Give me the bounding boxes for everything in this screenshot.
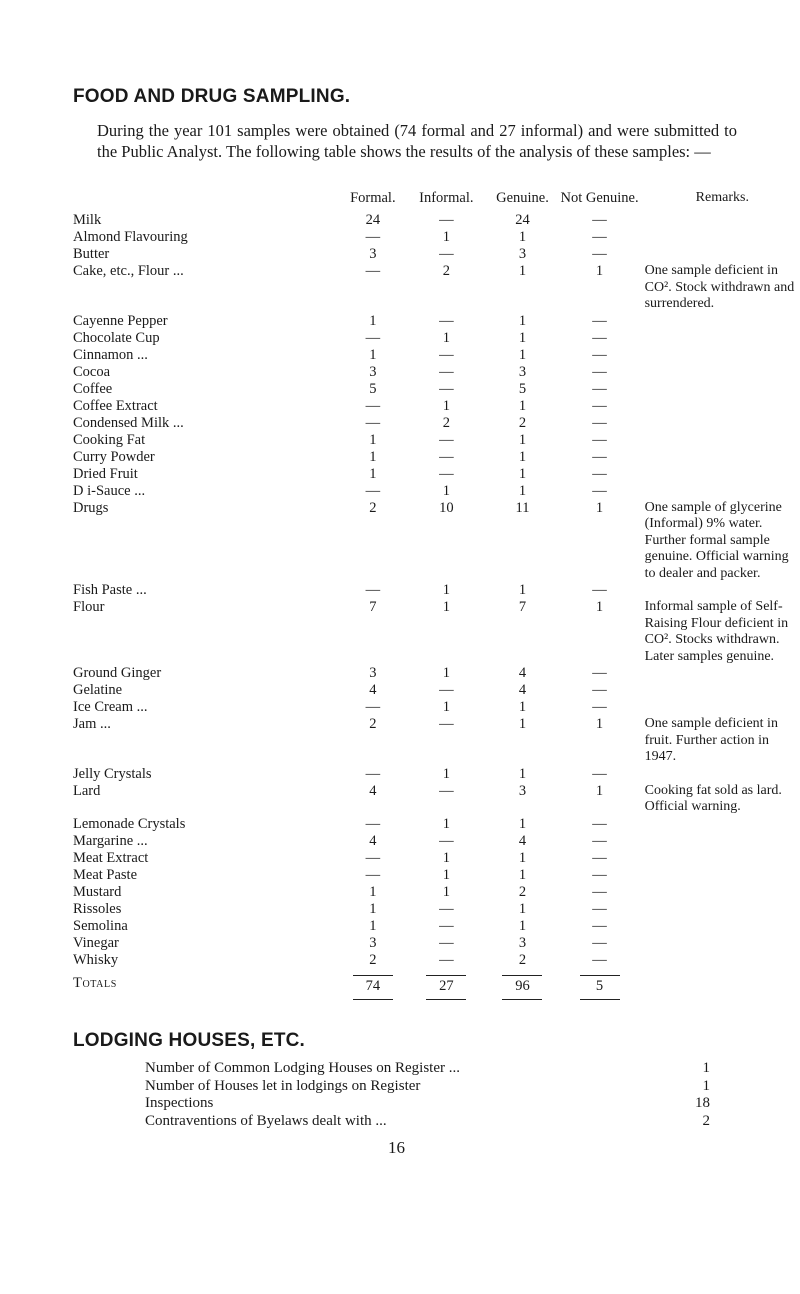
row-informal: — <box>439 934 454 951</box>
row-informal: — <box>439 951 454 968</box>
row-not-genuine: — <box>592 465 607 482</box>
row-informal: — <box>439 716 454 732</box>
row-informal: 1 <box>442 866 450 883</box>
row-genuine: 1 <box>518 765 527 782</box>
row-item-name: Coffee <box>73 380 113 397</box>
row-item-name: Condensed Milk ... <box>73 414 184 431</box>
row-informal: — <box>439 465 454 482</box>
row-informal: 1 <box>442 482 450 499</box>
row-not-genuine: — <box>592 900 607 917</box>
table-row <box>73 850 800 867</box>
row-genuine: 1 <box>518 716 527 732</box>
row-remarks <box>639 246 800 263</box>
row-remarks <box>639 398 800 415</box>
table-row <box>73 901 800 918</box>
lodging-row <box>145 1113 710 1131</box>
totals-row <box>73 969 800 1000</box>
table-body <box>73 212 800 969</box>
row-informal: — <box>439 346 454 363</box>
row-informal: 2 <box>442 414 450 431</box>
row-informal: 1 <box>442 665 450 681</box>
row-remarks <box>639 867 800 884</box>
table-row <box>73 599 800 665</box>
table-row <box>73 466 800 483</box>
table-row <box>73 935 800 952</box>
lodging-value: 1 <box>702 1077 710 1094</box>
table-row <box>73 483 800 500</box>
table-row <box>73 246 800 263</box>
sampling-results-table <box>73 190 800 1000</box>
totals-label: Totals <box>73 974 117 991</box>
lodging-row <box>145 1078 710 1096</box>
row-formal: 5 <box>369 380 377 397</box>
table-row <box>73 432 800 449</box>
row-genuine: 1 <box>518 917 527 934</box>
row-not-genuine: — <box>592 699 607 715</box>
row-item-name: Fish Paste ... <box>73 582 147 598</box>
row-item-name: Almond Flavouring <box>73 229 188 245</box>
row-item-name: Cinnamon ... <box>73 346 148 363</box>
row-item-name: D i-Sauce ... <box>73 482 146 499</box>
row-item-name: Cake, etc., Flour ... <box>73 263 184 279</box>
table-row <box>73 665 800 682</box>
row-not-genuine: 1 <box>595 599 604 615</box>
lodging-value: 1 <box>702 1060 710 1077</box>
row-not-genuine: — <box>592 582 607 598</box>
row-genuine: 1 <box>518 582 527 598</box>
row-genuine: 1 <box>518 431 527 448</box>
row-not-genuine: — <box>592 765 607 782</box>
row-informal: — <box>439 363 454 380</box>
row-informal: — <box>439 917 454 934</box>
table-row <box>73 716 800 766</box>
row-informal: 1 <box>442 815 450 832</box>
row-informal: 1 <box>442 329 450 346</box>
row-remarks <box>639 381 800 398</box>
row-item-name: Ice Cream ... <box>73 699 148 715</box>
row-not-genuine: — <box>592 917 607 934</box>
row-genuine: 1 <box>518 849 527 866</box>
totals-informal <box>408 969 484 1000</box>
header-informal: Informal. <box>419 190 474 206</box>
row-informal: 2 <box>442 263 450 279</box>
row-remarks <box>639 952 800 969</box>
row-item-name: Butter <box>73 246 110 262</box>
table-row <box>73 867 800 884</box>
totals-genuine <box>484 969 560 1000</box>
row-formal: 3 <box>369 246 377 262</box>
row-formal: — <box>365 263 381 279</box>
row-formal: 3 <box>369 665 377 681</box>
row-formal: 7 <box>369 599 377 615</box>
row-genuine: 5 <box>518 380 527 397</box>
row-not-genuine: — <box>592 397 607 414</box>
totals-formal-value: 74 <box>353 975 393 1000</box>
header-item <box>73 190 337 212</box>
row-formal: — <box>365 866 381 883</box>
page-number: 16 <box>388 1138 405 1157</box>
row-not-genuine: — <box>592 346 607 363</box>
row-not-genuine: 1 <box>595 263 604 279</box>
row-item-name: Dried Fruit <box>73 465 138 482</box>
row-genuine: 1 <box>518 346 527 363</box>
row-genuine: 7 <box>518 599 527 615</box>
table-row <box>73 582 800 599</box>
row-genuine: 1 <box>518 465 527 482</box>
table-row <box>73 449 800 466</box>
row-genuine: 1 <box>518 448 527 465</box>
row-formal: 4 <box>369 782 377 799</box>
table-row <box>73 682 800 699</box>
row-not-genuine: — <box>592 849 607 866</box>
row-item-name: Coffee Extract <box>73 397 158 414</box>
row-genuine: 11 <box>515 499 530 516</box>
totals-label-cell <box>73 969 337 1000</box>
table-row <box>73 816 800 833</box>
row-item-name: Meat Extract <box>73 849 149 866</box>
row-not-genuine: — <box>592 312 607 329</box>
row-remarks <box>639 699 800 716</box>
lodging-row <box>145 1095 710 1113</box>
row-genuine: 2 <box>518 951 527 968</box>
row-not-genuine: 1 <box>595 782 604 799</box>
row-genuine: 4 <box>518 682 527 698</box>
food-drug-sampling-heading: FOOD AND DRUG SAMPLING. <box>73 86 351 107</box>
row-item-name: Chocolate Cup <box>73 329 160 346</box>
row-remarks <box>639 766 800 783</box>
lodging-table <box>145 1060 710 1130</box>
row-formal: — <box>365 329 381 346</box>
totals-formal <box>337 969 408 1000</box>
table-row <box>73 884 800 901</box>
row-remarks <box>639 229 800 246</box>
totals-remarks <box>639 969 800 1000</box>
row-item-name: Drugs <box>73 499 109 516</box>
totals-not-genuine <box>560 969 638 1000</box>
row-genuine: 1 <box>518 900 527 917</box>
row-remarks <box>639 466 800 483</box>
row-genuine: 1 <box>518 699 527 715</box>
table-row <box>73 415 800 432</box>
row-formal: 1 <box>369 431 377 448</box>
totals-genuine-value: 96 <box>502 975 542 1000</box>
row-informal: 1 <box>442 229 450 245</box>
table-row <box>73 833 800 850</box>
row-formal: 3 <box>369 363 377 380</box>
lodging-value: 18 <box>695 1095 710 1112</box>
table-row <box>73 364 800 381</box>
header-not-genuine: Not Genuine. <box>560 190 639 206</box>
header-genuine: Genuine. <box>496 190 549 206</box>
totals-informal-value: 27 <box>426 975 466 1000</box>
table-row <box>73 766 800 783</box>
row-formal: — <box>365 229 381 245</box>
row-not-genuine: — <box>592 665 607 681</box>
table-row <box>73 783 800 816</box>
row-remarks <box>639 884 800 901</box>
table-row <box>73 313 800 330</box>
row-genuine: 3 <box>518 246 527 262</box>
row-remarks: Informal sample of Self-Raising Flour deficient in CO². Stocks withdrawn. Later samples genuine. <box>644 599 789 664</box>
row-item-name: Ground Ginger <box>73 665 162 681</box>
row-not-genuine: — <box>592 832 607 849</box>
row-genuine: 4 <box>518 832 527 849</box>
row-item-name: Margarine ... <box>73 832 148 849</box>
row-remarks: One sample deficient in fruit. Further action in 1947. <box>644 716 778 764</box>
row-remarks <box>639 432 800 449</box>
row-remarks <box>639 833 800 850</box>
row-formal: 3 <box>369 934 377 951</box>
lodging-houses-heading: LODGING HOUSES, ETC. <box>73 1030 306 1051</box>
intro-paragraph <box>97 120 737 162</box>
row-informal: 1 <box>442 582 450 598</box>
row-not-genuine: 1 <box>595 716 604 732</box>
row-item-name: Lard <box>73 782 101 799</box>
row-informal: — <box>439 380 454 397</box>
row-remarks <box>639 449 800 466</box>
row-item-name: Jam ... <box>73 716 111 732</box>
row-formal: 2 <box>369 716 377 732</box>
row-formal: 4 <box>369 832 377 849</box>
row-not-genuine: — <box>592 815 607 832</box>
row-remarks: One sample of glycerine (Informal) 9% water. Further formal sample genuine. Official warning to dealer and packer. <box>644 499 789 581</box>
row-informal: — <box>439 246 454 262</box>
table-row <box>73 263 800 313</box>
row-item-name: Lemonade Crystals <box>73 815 186 832</box>
row-item-name: Cocoa <box>73 363 111 380</box>
row-item-name: Gelatine <box>73 682 123 698</box>
row-genuine: 3 <box>518 782 527 799</box>
row-not-genuine: 1 <box>595 499 604 516</box>
row-formal: — <box>365 765 381 782</box>
row-remarks <box>639 330 800 347</box>
row-item-name: Semolina <box>73 917 128 934</box>
row-genuine: 1 <box>518 229 527 245</box>
row-formal: — <box>365 699 381 715</box>
row-informal: — <box>439 900 454 917</box>
intro-text: During the year 101 samples were obtained (74 formal and 27 informal) and were submitted to the Public Analyst. The following table shows the results of the analysis of these samples: — <box>97 121 737 161</box>
table-row <box>73 500 800 583</box>
row-genuine: 4 <box>518 665 527 681</box>
row-formal: — <box>365 397 381 414</box>
lodging-row <box>145 1060 710 1078</box>
row-genuine: 24 <box>515 212 530 228</box>
lodging-label: Number of Common Lodging Houses on Register ... <box>145 1060 460 1077</box>
row-item-name: Jelly Crystals <box>73 765 152 782</box>
row-item-name: Cooking Fat <box>73 431 146 448</box>
row-remarks <box>639 313 800 330</box>
row-not-genuine: — <box>592 431 607 448</box>
row-not-genuine: — <box>592 883 607 900</box>
table-row <box>73 229 800 246</box>
row-remarks <box>639 918 800 935</box>
row-remarks <box>639 665 800 682</box>
row-remarks <box>639 483 800 500</box>
row-item-name: Meat Paste <box>73 866 138 883</box>
row-item-name: Rissoles <box>73 900 122 917</box>
row-genuine: 3 <box>518 934 527 951</box>
row-item-name: Cayenne Pepper <box>73 312 168 329</box>
table-row <box>73 347 800 364</box>
row-informal: — <box>439 832 454 849</box>
row-item-name: Vinegar <box>73 934 119 951</box>
row-not-genuine: — <box>592 448 607 465</box>
row-formal: 2 <box>369 951 377 968</box>
row-genuine: 1 <box>518 866 527 883</box>
row-remarks: Cooking fat sold as lard. Official warning. <box>644 782 782 814</box>
row-item-name: Whisky <box>73 951 119 968</box>
row-informal: — <box>439 782 454 799</box>
row-formal: — <box>365 849 381 866</box>
row-item-name: Flour <box>73 599 105 615</box>
row-formal: 1 <box>369 312 377 329</box>
header-remarks: Remarks. <box>695 190 749 205</box>
row-genuine: 1 <box>518 397 527 414</box>
row-informal: — <box>439 682 454 698</box>
row-remarks <box>639 816 800 833</box>
row-not-genuine: — <box>592 246 607 262</box>
row-item-name: Mustard <box>73 883 122 900</box>
row-formal: 1 <box>369 346 377 363</box>
row-formal: 1 <box>369 465 377 482</box>
row-informal: 10 <box>439 499 454 516</box>
row-formal: 1 <box>369 900 377 917</box>
row-informal: — <box>439 431 454 448</box>
row-genuine: 2 <box>518 883 527 900</box>
row-remarks <box>639 347 800 364</box>
row-not-genuine: — <box>592 951 607 968</box>
row-formal: — <box>365 482 381 499</box>
row-formal: — <box>365 815 381 832</box>
row-formal: 24 <box>365 212 381 228</box>
row-not-genuine: — <box>592 934 607 951</box>
row-remarks <box>639 850 800 867</box>
row-remarks <box>639 582 800 599</box>
row-remarks: One sample deficient in CO². Stock withdrawn and surrendered. <box>644 263 795 311</box>
row-not-genuine: — <box>592 329 607 346</box>
row-not-genuine: — <box>592 482 607 499</box>
table-row <box>73 918 800 935</box>
row-informal: — <box>439 448 454 465</box>
header-formal: Formal. <box>350 190 396 206</box>
row-informal: 1 <box>442 699 450 715</box>
row-informal: 1 <box>442 849 450 866</box>
row-remarks <box>639 682 800 699</box>
row-formal: — <box>365 414 381 431</box>
table-row <box>73 398 800 415</box>
row-genuine: 2 <box>518 414 527 431</box>
row-remarks <box>639 415 800 432</box>
row-not-genuine: — <box>592 380 607 397</box>
lodging-label: Inspections <box>145 1095 214 1112</box>
row-remarks <box>639 364 800 381</box>
totals-not-genuine-value: 5 <box>580 975 620 1000</box>
row-remarks <box>639 212 800 229</box>
row-not-genuine: — <box>592 414 607 431</box>
row-not-genuine: — <box>592 866 607 883</box>
row-informal: 1 <box>442 765 450 782</box>
table-row <box>73 699 800 716</box>
row-not-genuine: — <box>592 229 607 245</box>
table-row <box>73 952 800 969</box>
row-genuine: 3 <box>518 363 527 380</box>
table-row <box>73 381 800 398</box>
lodging-label: Contraventions of Byelaws dealt with ... <box>145 1112 387 1129</box>
row-item-name: Curry Powder <box>73 448 155 465</box>
lodging-label: Number of Houses let in lodgings on Register <box>145 1077 421 1094</box>
row-genuine: 1 <box>518 312 527 329</box>
row-formal: 1 <box>369 883 377 900</box>
row-informal: 1 <box>442 599 450 615</box>
row-not-genuine: — <box>592 212 607 228</box>
table-row <box>73 330 800 347</box>
lodging-body <box>145 1060 710 1130</box>
row-not-genuine: — <box>592 682 607 698</box>
lodging-value: 2 <box>702 1112 710 1129</box>
row-genuine: 1 <box>518 263 527 279</box>
row-genuine: 1 <box>518 815 527 832</box>
row-informal: — <box>439 312 454 329</box>
row-informal: 1 <box>442 397 450 414</box>
row-remarks <box>639 901 800 918</box>
row-formal: — <box>365 582 381 598</box>
row-remarks <box>639 935 800 952</box>
table-row <box>73 212 800 229</box>
row-formal: 4 <box>369 682 377 698</box>
row-formal: 1 <box>369 448 377 465</box>
row-formal: 2 <box>369 499 377 516</box>
row-formal: 1 <box>369 917 377 934</box>
row-item-name: Milk <box>73 212 102 228</box>
row-genuine: 1 <box>518 482 527 499</box>
row-not-genuine: — <box>592 363 607 380</box>
row-informal: — <box>439 212 454 228</box>
row-informal: 1 <box>442 883 450 900</box>
row-genuine: 1 <box>518 329 527 346</box>
table-header-row <box>73 190 800 212</box>
